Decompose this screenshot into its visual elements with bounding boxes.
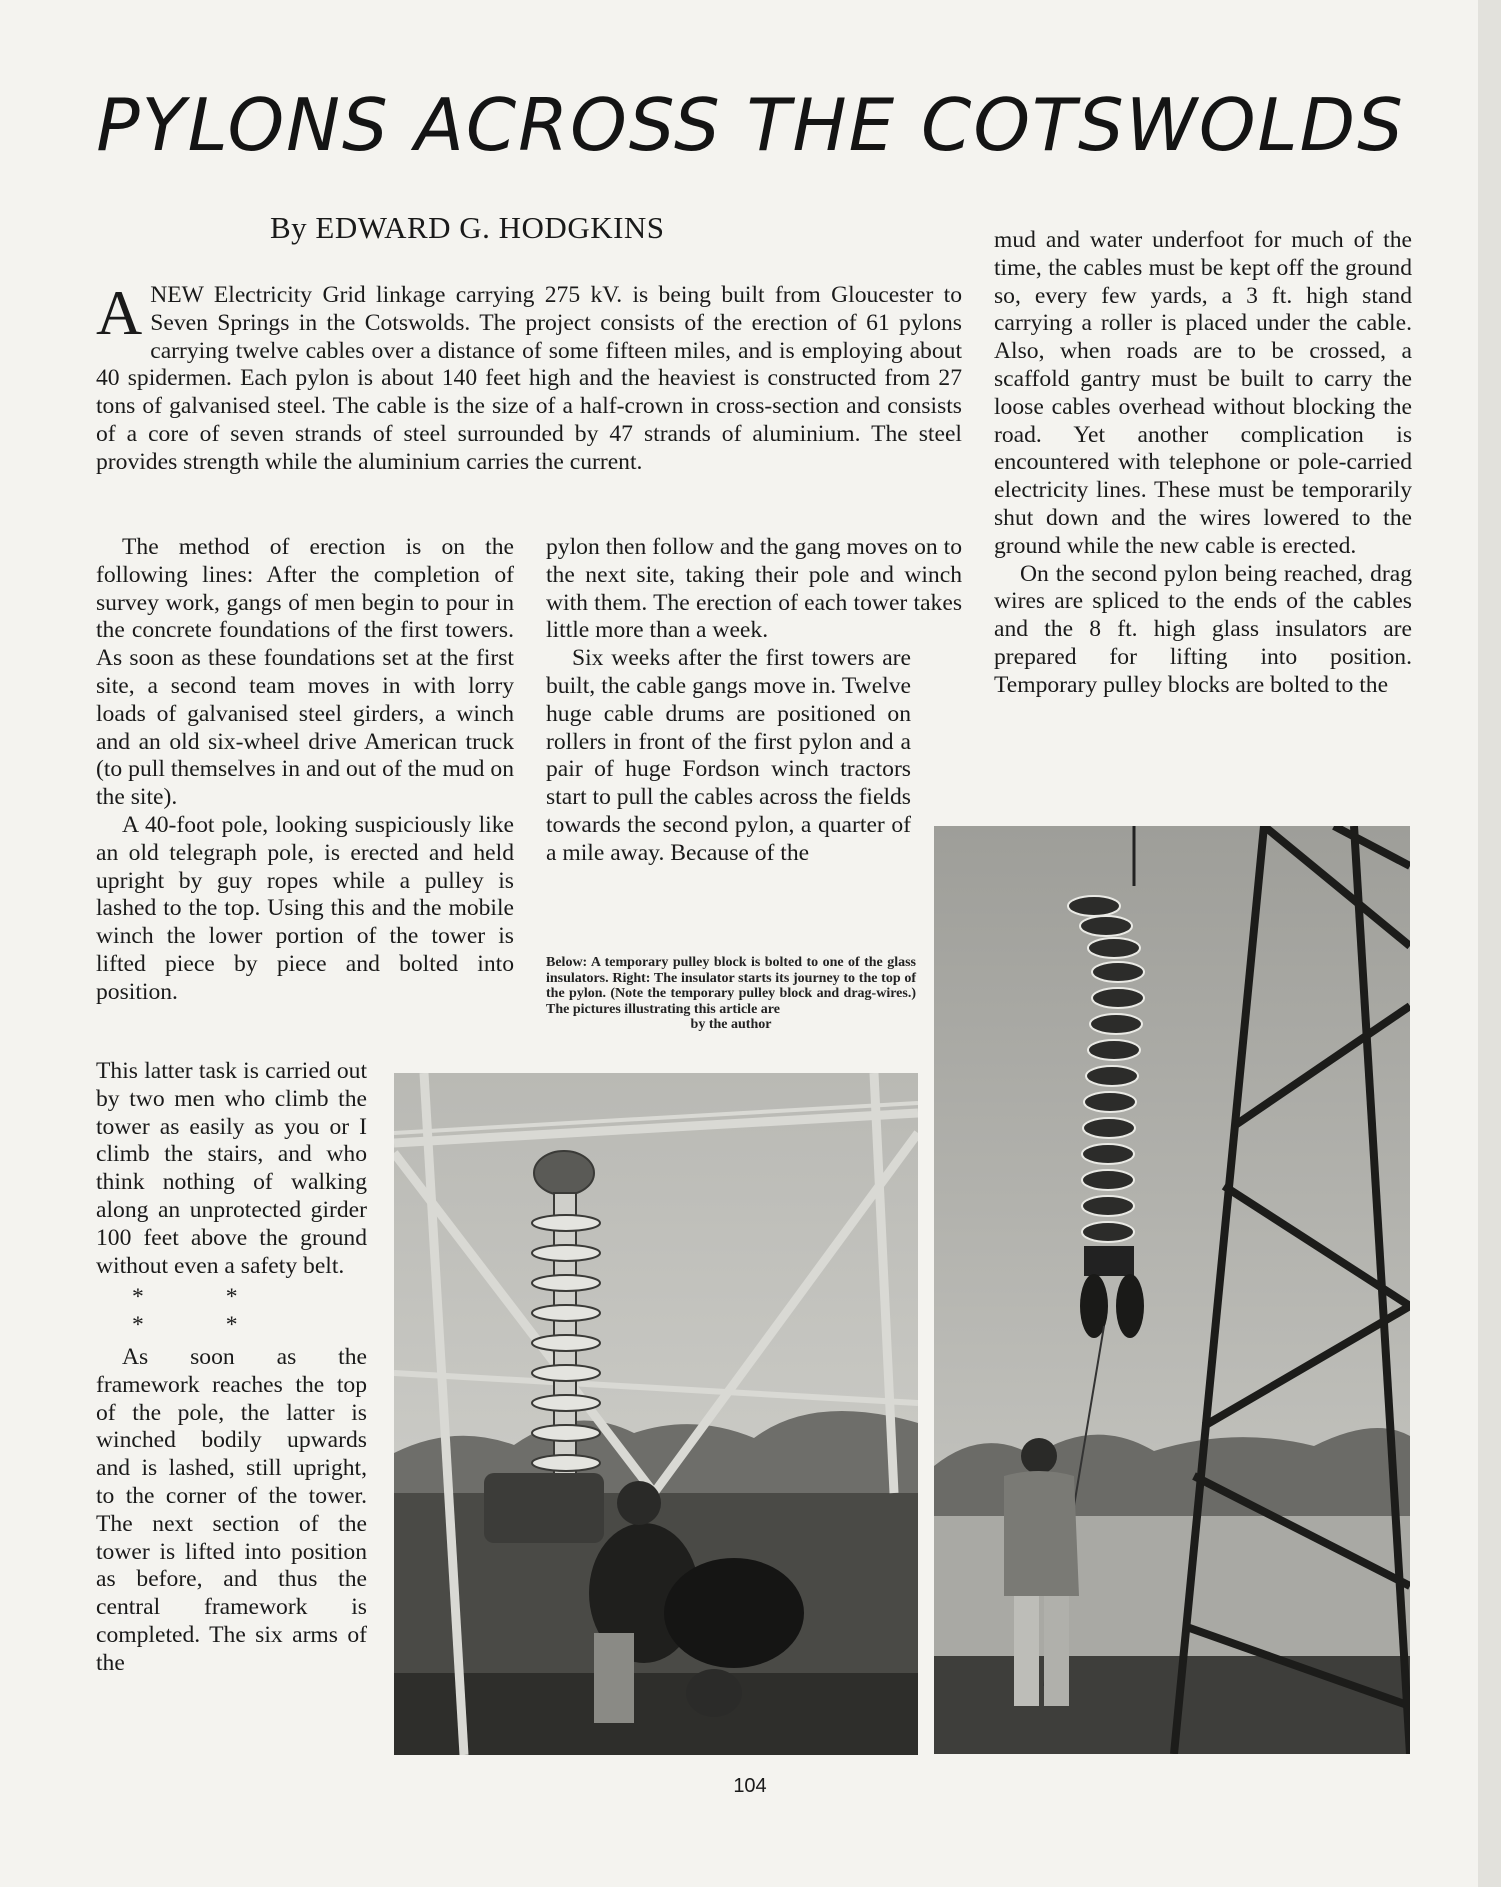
column-1-lower bbox=[96, 1058, 367, 1678]
photo-insulator-lifted bbox=[934, 826, 1410, 1754]
caption-credit: by the author bbox=[690, 1017, 772, 1032]
page-number: 104 bbox=[733, 1775, 767, 1797]
column-3 bbox=[994, 227, 1412, 700]
paragraph-pole: A 40-foot pole, looking suspiciously like an old telegraph pole, is erected and held upright by guy ropes while a pulley is lashed to the top. Using this and the mobile winch the lower portion of the tower is lifted piece by piece and bolted into position. bbox=[96, 811, 514, 1005]
paragraph-second-pylon: On the second pylon being reached, drag wires are spliced to the ends of the cables and the 8 ft. high glass insulators are prepared for lifting into position. Temporary pulley blocks are bolted to the bbox=[994, 560, 1412, 698]
column-2 bbox=[546, 534, 962, 868]
paragraph-method: The method of erection is on the following lines: After the completion of survey work, gangs of men begin to pour in the concrete foundations of the first towers. As soon as these foundations set at the first site, a second team moves in with lorry loads of galvanised steel girders, a winch and an old six-wheel drive American truck (to pull themselves in and out of the mud on the site). bbox=[96, 534, 514, 811]
intro-paragraph bbox=[96, 277, 962, 477]
photo-workers-insulator bbox=[394, 1073, 918, 1755]
drop-cap: A bbox=[96, 277, 143, 348]
paragraph-cable-gangs: Six weeks after the first towers are built, the cable gangs move in. Twelve huge cable drums are positioned on rollers in front of the first pylon and a pair of huge Fordson winch tractors start to pull the cables across the fields towards the second pylon, a quarter of a mile away. Because of the bbox=[546, 645, 911, 866]
paragraph-pylon-arms: pylon then follow and the gang moves on to the next site, taking their pole and winch with them. The erection of each tower takes little more than a week. bbox=[546, 534, 962, 644]
photo-caption bbox=[546, 955, 916, 1033]
intro-text: NEW Electricity Grid linkage carrying 275 kV. is being built from Gloucester to Seven Springs in the Cotswolds. The project consists of the erection of 61 pylons carrying twelve cables over a distance of some fifteen miles, and is employing about 40 spidermen. Each pylon is about 140 feet high and the heaviest is constructed from 27 tons of galvanised steel. The cable is the size of a half-crown in cross-section and consists of a core of seven strands of steel surrounded by 47 strands of aluminium. The steel provides strength while the aluminium carries the current. bbox=[96, 282, 962, 475]
page-edge bbox=[1478, 0, 1501, 1887]
paragraph-climbers: This latter task is carried out by two men who climb the tower as easily as you or I climb the stairs, and who think nothing of walking along an unprotected girder 100 feet above the ground without even a safety belt. bbox=[96, 1058, 367, 1279]
paragraph-mud-water: mud and water underfoot for much of the time, the cables must be kept off the ground so, every few yards, a 3 ft. high stand carrying a roller is placed under the cable. Also, when roads are to be crossed, a scaffold gantry must be built to carry the loose cables overhead without blocking the road. Yet another complication is encountered with telephone or pole-carried electricity lines. These must be temporarily shut down and the wires lowered to the ground while the new cable is erected. bbox=[994, 227, 1412, 559]
byline: By EDWARD G. HODGKINS bbox=[270, 210, 665, 245]
article-title: PYLONS ACROSS THE COTSWOLDS bbox=[96, 83, 1405, 167]
caption-text: Below: A temporary pulley block is bolted to one of the glass insulators. Right: The insulator starts its journey to the top of the pylon. (Note the temporary pulley block and drag-wires.) The pictures illustrating this article are bbox=[546, 955, 916, 1017]
paragraph-framework: As soon as the framework reaches the top of the pole, the latter is winched bodily upwards and is lashed, still upright, to the corner of the tower. The next section of the tower is lifted into position as before, and thus the central framework is completed. The six arms of the bbox=[96, 1343, 367, 1676]
section-separator: * * * * bbox=[132, 1284, 276, 1339]
column-1-upper bbox=[96, 534, 514, 1007]
